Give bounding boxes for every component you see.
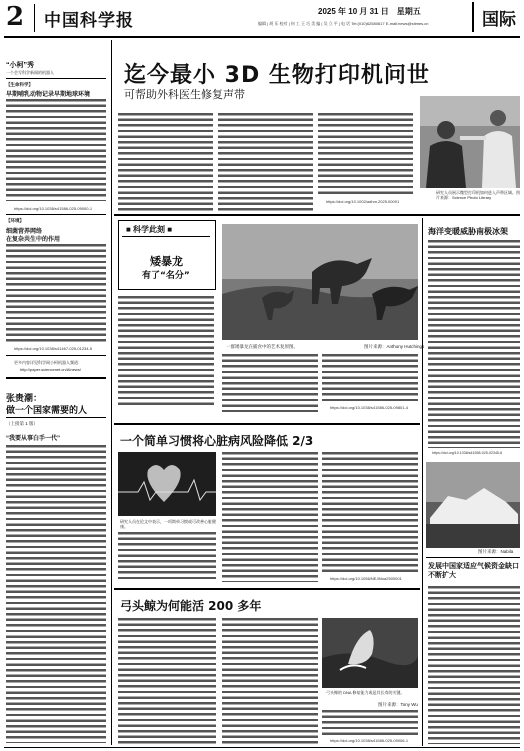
page-number: 2 <box>6 2 25 32</box>
whale-body-col2 <box>222 618 318 744</box>
feature-body-col3 <box>322 354 418 404</box>
heart-photo-caption: 研究人员在论文中表示，一项简单习惯或可改善心脏健康。 <box>120 519 216 529</box>
lead-body-col1 <box>118 113 213 211</box>
feature-headline-1: 矮暴龙 <box>150 255 183 268</box>
whale-body-col3 <box>322 710 418 736</box>
heart-body-col2 <box>222 452 318 582</box>
whale-body-col1 <box>118 618 216 744</box>
heart-headline: 一个简单习惯将心脏病风险降低 2/3 <box>120 434 314 448</box>
section-label: 国际 <box>472 2 524 32</box>
item-title: 早期哺乳动物记录早期地球环境 <box>6 92 91 98</box>
column-title: “小柯”秀 <box>6 62 34 69</box>
feature-photo-credit: 图片来源：Anthony Hutchings <box>364 344 425 349</box>
item-title: 在复杂共生中的作用 <box>6 237 61 243</box>
item-url[interactable]: https://doi.org/10.1038/s41467-025-01234-5 <box>14 346 93 351</box>
divider <box>122 236 210 237</box>
feature-body-col1 <box>118 296 214 408</box>
profile-tag: （上接第 1 版） <box>6 421 39 426</box>
iceberg-photo <box>426 462 520 548</box>
lead-photo <box>420 96 520 188</box>
whale-photo <box>322 618 418 688</box>
divider <box>34 4 35 32</box>
right-bottom-headline: 发展中国家适应气候资金缺口不断扩大 <box>428 562 519 579</box>
right-headline: 海洋变暖威胁南极冰架 <box>428 227 508 236</box>
dateline: 2025 年 10 月 31 日 星期五 <box>318 7 421 16</box>
divider <box>114 588 420 590</box>
feature-photo <box>222 224 418 340</box>
column-divider <box>422 218 423 746</box>
masthead-bar <box>0 0 524 36</box>
masthead-logo: 中国科学报 <box>44 11 134 31</box>
promo-text: 更多内容详见科学网小柯机器人频道： <box>14 360 82 365</box>
lead-subhead: 可帮助外科医生修复声带 <box>124 88 245 101</box>
promo-link[interactable]: http://paper.sciencenet.cn/AInews/ <box>20 367 81 372</box>
header-info: 编辑 | 胡 乐 校对 | 何 工 王 巧 美 编 | 吴 立 平 | 电 话 Tel:(010)62580617 E-mail:news@stimes.cn <box>258 21 429 26</box>
lead-headline: 迄今最小 3D 生物打印机问世 <box>124 63 430 88</box>
item-body <box>6 99 106 201</box>
divider <box>6 78 106 79</box>
lead-photo-caption: 研究人员展示微型打印机如何进入声带区域。图片来源：Science Photo Library <box>436 190 520 200</box>
right-url[interactable]: https://doi.org/10.1038/s41558-025-02345-6 <box>432 451 503 455</box>
item-tag: 【生命科学】 <box>6 82 33 87</box>
column-divider <box>111 40 112 745</box>
item-body <box>6 244 106 342</box>
lead-url[interactable]: https://doi.org/10.1002/adhm.2025.00001 <box>326 199 400 204</box>
feature-url[interactable]: https://doi.org/10.1038/s41586-025-09801-4 <box>330 405 409 410</box>
divider <box>114 423 420 425</box>
divider <box>114 214 520 216</box>
iceberg-credit: 图片来源：Nabila <box>478 549 514 554</box>
feature-headline-2: 有了“名分” <box>142 271 190 281</box>
footer-rule <box>4 747 520 748</box>
heart-body-col1 <box>118 532 216 582</box>
divider <box>6 214 106 215</box>
right-body <box>428 240 520 448</box>
lead-body-col2 <box>218 113 313 211</box>
item-tag: 【环境】 <box>6 218 24 223</box>
heart-url[interactable]: https://doi.org/10.1056/NEJMoa2500001 <box>330 576 402 581</box>
feature-photo-caption: 一群矮暴龙在捕食中的艺术复原图。 <box>226 344 298 349</box>
heart-photo <box>118 452 216 516</box>
whale-photo-credit: 图片来源：Tony Wu <box>378 702 418 707</box>
whale-url[interactable]: https://doi.org/10.1038/s41586-025-09006-1 <box>330 738 409 743</box>
divider <box>426 557 520 558</box>
lead-body-col3 <box>318 113 413 195</box>
profile-body <box>6 445 106 743</box>
divider <box>6 417 106 418</box>
feature-body-col2 <box>222 354 318 412</box>
whale-photo-caption: 弓头鲸的 DNA 修复能力或是其长寿的关键。 <box>326 690 405 695</box>
item-title: 细菌营养网络 <box>6 229 43 235</box>
profile-name: 张贵潮： <box>6 394 43 404</box>
divider <box>6 355 106 356</box>
header-rule <box>4 36 520 38</box>
column-subtitle: 一个会写科学新闻的机器人 <box>6 70 54 75</box>
whale-headline: 弓头鲸为何能活 200 多年 <box>120 599 262 613</box>
item-url[interactable]: https://doi.org/10.1038/s41586-025-09000-1 <box>14 206 93 211</box>
divider <box>6 377 106 379</box>
heart-body-col3 <box>322 452 418 572</box>
profile-title: 做一个国家需要的人 <box>6 406 88 416</box>
feature-box-title: ■ 科学此刻 ■ <box>126 225 173 234</box>
right-bottom-body <box>428 586 520 744</box>
profile-subhead: “我要从事白手一代” <box>6 436 61 442</box>
